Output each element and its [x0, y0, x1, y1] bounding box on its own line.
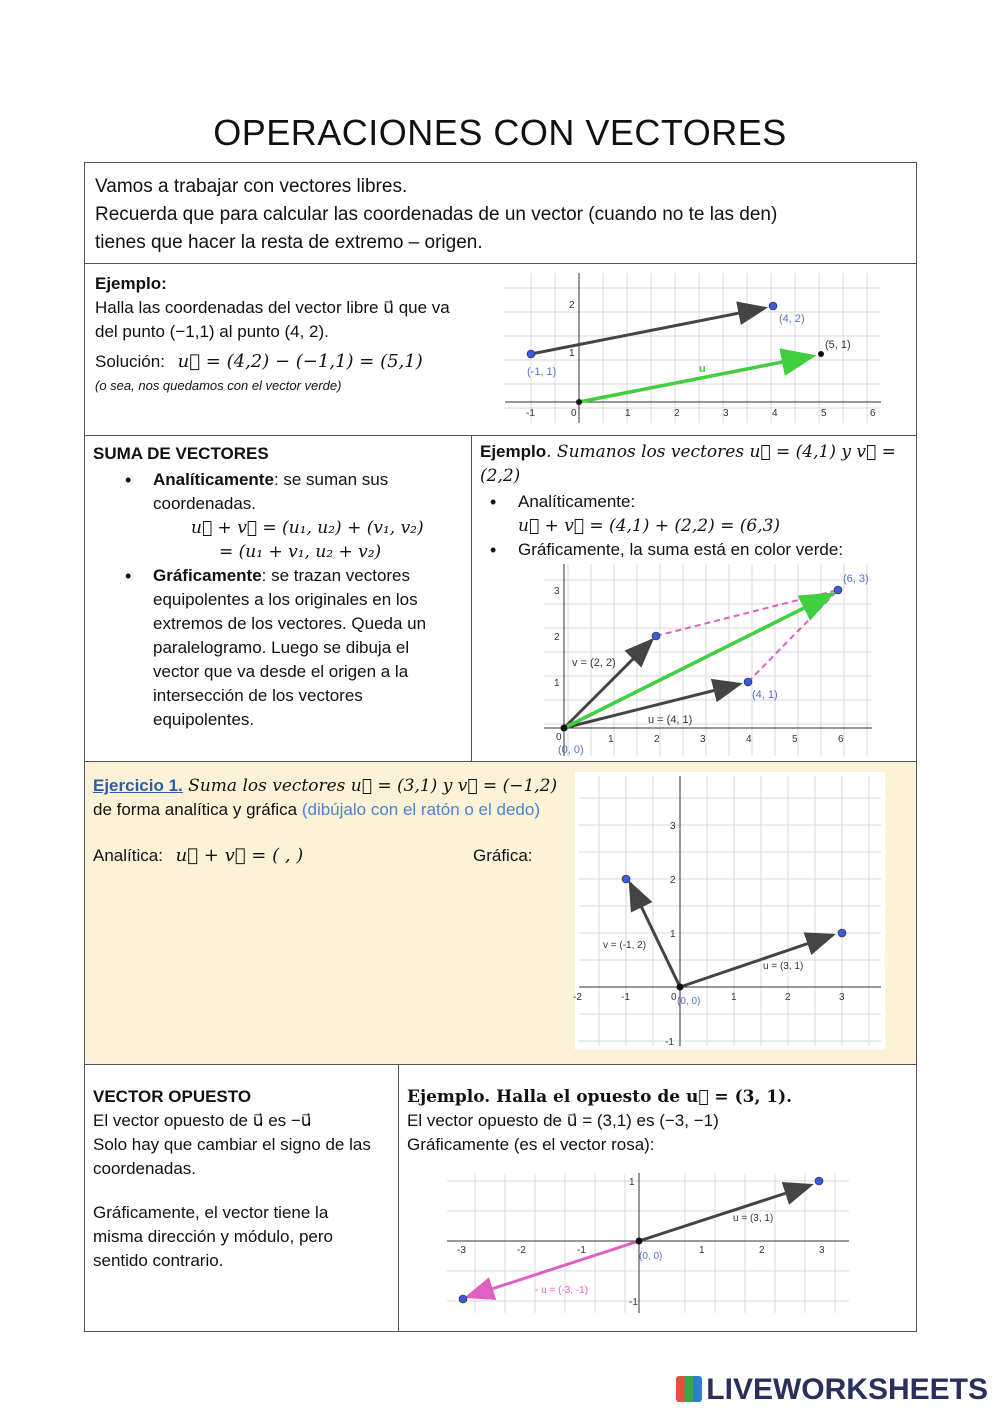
- x-tick-label: -1: [621, 992, 630, 1003]
- point-label: (0, 0): [639, 1251, 663, 1262]
- intro-line-1: Vamos a trabajar con vectores libres.: [95, 176, 408, 197]
- example2-section: [472, 436, 916, 762]
- example2-text2: (2,2): [480, 466, 521, 486]
- opuesto-line: misma dirección y módulo, pero: [93, 1227, 333, 1246]
- vector-u: [639, 1185, 811, 1241]
- point-label: (0, 0): [558, 744, 584, 756]
- example2-text: . Sumanos los vectores u⃗ = (4,1) y v⃗ =: [546, 442, 896, 462]
- example3-graph: [443, 1169, 853, 1317]
- point-label: (0, 0): [677, 996, 701, 1007]
- y-tick-label: 2: [554, 632, 560, 643]
- example2-formula: u⃗ + v⃗ = (4,1) + (2,2) = (6,3): [518, 516, 781, 536]
- intro-line-2: Recuerda que para calcular las coordenadas de un vector (cuando no te las den): [95, 204, 778, 225]
- point-label: (4, 1): [752, 689, 778, 701]
- example2-heading: Ejemplo: [480, 442, 547, 461]
- example1-text-1: Halla las coordenadas del vector libre u⃗ que va: [95, 298, 450, 317]
- x-tick-label: 2: [785, 992, 791, 1003]
- vector-label: u = (3, 1): [763, 961, 804, 972]
- exercise1-text1: Suma los vectores u⃗ = (3,1) y v⃗ = (−1,2): [182, 776, 558, 796]
- page-title: OPERACIONES CON VECTORES: [213, 112, 787, 153]
- x-tick-label: -3: [457, 1245, 466, 1256]
- y-tick-label: 2: [569, 300, 575, 311]
- x-tick-label: 5: [821, 408, 827, 419]
- example2-text-row: [480, 440, 908, 464]
- graph-grid: [447, 1173, 849, 1313]
- vector-original: [531, 308, 765, 354]
- point: [834, 586, 842, 594]
- exercise1-analytic-label: Analítica:: [93, 846, 163, 865]
- example2-graph: [540, 560, 876, 760]
- point: [769, 302, 777, 310]
- worksheet-frame: [84, 162, 917, 1332]
- example1-section: [85, 264, 916, 436]
- suma-b2-line: : se trazan vectores: [261, 566, 411, 585]
- vector-label: u: [699, 363, 706, 375]
- vector-v: [564, 640, 652, 728]
- example3-heading: Ejemplo. Halla el opuesto de u⃗ = (3, 1).: [407, 1087, 793, 1107]
- example1-text-2: del punto (−1,1) al punto (4, 2).: [95, 322, 329, 341]
- example2-bullet: [518, 490, 908, 538]
- example1-graph: [497, 268, 885, 430]
- vector-label: v = (2, 2): [572, 657, 616, 669]
- x-tick-label: 1: [731, 992, 737, 1003]
- example2-bullet: [518, 538, 908, 562]
- x-tick-label: 1: [699, 1245, 705, 1256]
- suma-formula-1: u⃗ + v⃗ = (u₁, u₂) + (v₁, v₂): [191, 518, 424, 538]
- vector-label: u = (4, 1): [648, 714, 693, 726]
- x-tick-label: 6: [838, 734, 844, 745]
- opuesto-heading: VECTOR OPUESTO: [93, 1087, 252, 1106]
- intro-section: [85, 163, 916, 264]
- y-tick-label: 2: [670, 875, 676, 886]
- example1-heading: Ejemplo:: [95, 274, 167, 293]
- example2-b2: Gráficamente, la suma está en color verde:: [518, 540, 844, 559]
- y-tick-label: 3: [554, 586, 560, 597]
- x-tick-label: 3: [819, 1245, 825, 1256]
- point: [818, 351, 824, 357]
- exercise1-link[interactable]: Ejercicio 1.: [93, 776, 183, 795]
- y-tick-label: 1: [670, 929, 676, 940]
- vector-u: [680, 935, 833, 987]
- x-tick-label: 0: [671, 992, 677, 1003]
- example2-b1: Analíticamente:: [518, 492, 636, 511]
- suma-b2-bold: Gráficamente: [153, 566, 262, 585]
- suma-bullets: [93, 468, 463, 732]
- exercise1-text2: de forma analítica y gráfica: [93, 800, 302, 819]
- x-tick-label: 6: [870, 408, 876, 419]
- x-tick-label: 2: [759, 1245, 765, 1256]
- point: [561, 725, 568, 732]
- suma-b1-text2: coordenadas.: [153, 494, 257, 513]
- example3-section: [399, 1065, 916, 1331]
- x-tick-label: 0: [556, 732, 562, 743]
- suma-b2-line: equipolentes.: [153, 710, 255, 729]
- x-tick-label: 4: [746, 734, 752, 745]
- liveworksheets-logo: [676, 1373, 988, 1407]
- example1-solution-label: Solución:: [95, 352, 165, 371]
- opuesto-line: sentido contrario.: [93, 1251, 224, 1270]
- exercise1-graph[interactable]: [575, 772, 885, 1050]
- example1-note: (o sea, nos quedamos con el vector verde): [95, 378, 342, 393]
- vector-label: u = (3, 1): [733, 1213, 774, 1224]
- point: [622, 875, 630, 883]
- point-label: (6, 3): [843, 573, 869, 585]
- point: [744, 678, 752, 686]
- point-label: (-1, 1): [527, 366, 557, 378]
- exercise1-graphic-label: Gráfica:: [473, 846, 533, 865]
- suma-b2-line: equipolentes a los originales en los: [153, 590, 418, 609]
- suma-b1-bold: Analíticamente: [153, 470, 274, 489]
- graph-grid: [579, 776, 881, 1046]
- point: [815, 1177, 823, 1185]
- point: [652, 632, 660, 640]
- suma-bullet-analitico: [153, 468, 463, 564]
- suma-b2-line: intersección de los vectores: [153, 686, 363, 705]
- x-tick-label: -2: [517, 1245, 526, 1256]
- x-tick-label: 5: [792, 734, 798, 745]
- opuesto-line: Solo hay que cambiar el signo de las: [93, 1135, 371, 1154]
- point: [459, 1295, 467, 1303]
- x-tick-label: 4: [772, 408, 778, 419]
- point: [636, 1238, 643, 1245]
- suma-heading: SUMA DE VECTORES: [93, 444, 269, 463]
- x-tick-label: 3: [700, 734, 706, 745]
- point: [838, 929, 846, 937]
- x-tick-label: 1: [625, 408, 631, 419]
- vector-label: - u = (-3, -1): [535, 1285, 589, 1296]
- example3-line: Gráficamente (es el vector rosa):: [407, 1135, 655, 1154]
- y-tick-label: 1: [629, 1177, 635, 1188]
- point: [576, 399, 582, 405]
- intro-line-3: tienes que hacer la resta de extremo – origen.: [95, 232, 483, 253]
- exercise1-hint: (dibújalo con el ratón o el dedo): [301, 800, 540, 819]
- example1-solution: u⃗ = (4,2) − (−1,1) = (5,1): [177, 351, 423, 372]
- y-tick-label: 1: [554, 678, 560, 689]
- x-tick-label: 3: [839, 992, 845, 1003]
- point-label: (4, 2): [779, 313, 805, 325]
- x-tick-label: -2: [573, 992, 582, 1003]
- exercise1-section: [85, 762, 916, 1065]
- example3-line: El vector opuesto de u⃗ = (3,1) es (−3, −1): [407, 1111, 719, 1130]
- suma-formula-2: = (u₁ + v₁, u₂ + v₂): [219, 542, 382, 562]
- x-tick-label: 2: [654, 734, 660, 745]
- y-tick-label: 3: [670, 821, 676, 832]
- suma-b2-line: extremos de los vectores. Queda un: [153, 614, 427, 633]
- suma-b2-line: vector que va desde el origen a la: [153, 662, 409, 681]
- opuesto-section: [85, 1065, 399, 1331]
- suma-b2-line: paralelogramo. Luego se dibuja el: [153, 638, 410, 657]
- point: [677, 984, 684, 991]
- x-tick-label: 1: [608, 734, 614, 745]
- point-label: (5, 1): [825, 339, 851, 351]
- logo-text: LIVEWORKSHEETS: [706, 1373, 988, 1406]
- point: [527, 350, 535, 358]
- suma-b1-text: : se suman sus: [273, 470, 389, 489]
- x-tick-label: 0: [571, 408, 577, 419]
- y-tick-label: -1: [665, 1037, 674, 1048]
- x-tick-label: -1: [577, 1245, 586, 1256]
- opuesto-line: El vector opuesto de u⃗ es −u⃗: [93, 1111, 312, 1130]
- x-tick-label: -1: [526, 408, 535, 419]
- opuesto-line: Gráficamente, el vector tiene la: [93, 1203, 329, 1222]
- y-tick-label: 1: [569, 348, 575, 359]
- y-tick-label: -1: [629, 1297, 638, 1308]
- suma-section: [85, 436, 472, 762]
- example2-bullets: [480, 490, 908, 562]
- x-tick-label: 2: [674, 408, 680, 419]
- vector-u-green: [579, 356, 813, 402]
- opuesto-line: coordenadas.: [93, 1159, 197, 1178]
- x-tick-label: 3: [723, 408, 729, 419]
- vector-label: v = (-1, 2): [603, 940, 647, 951]
- logo-icon: [676, 1376, 702, 1402]
- suma-bullet-grafico: [153, 564, 463, 732]
- exercise1-answer-input[interactable]: u⃗ + v⃗ = ( , ): [175, 845, 304, 866]
